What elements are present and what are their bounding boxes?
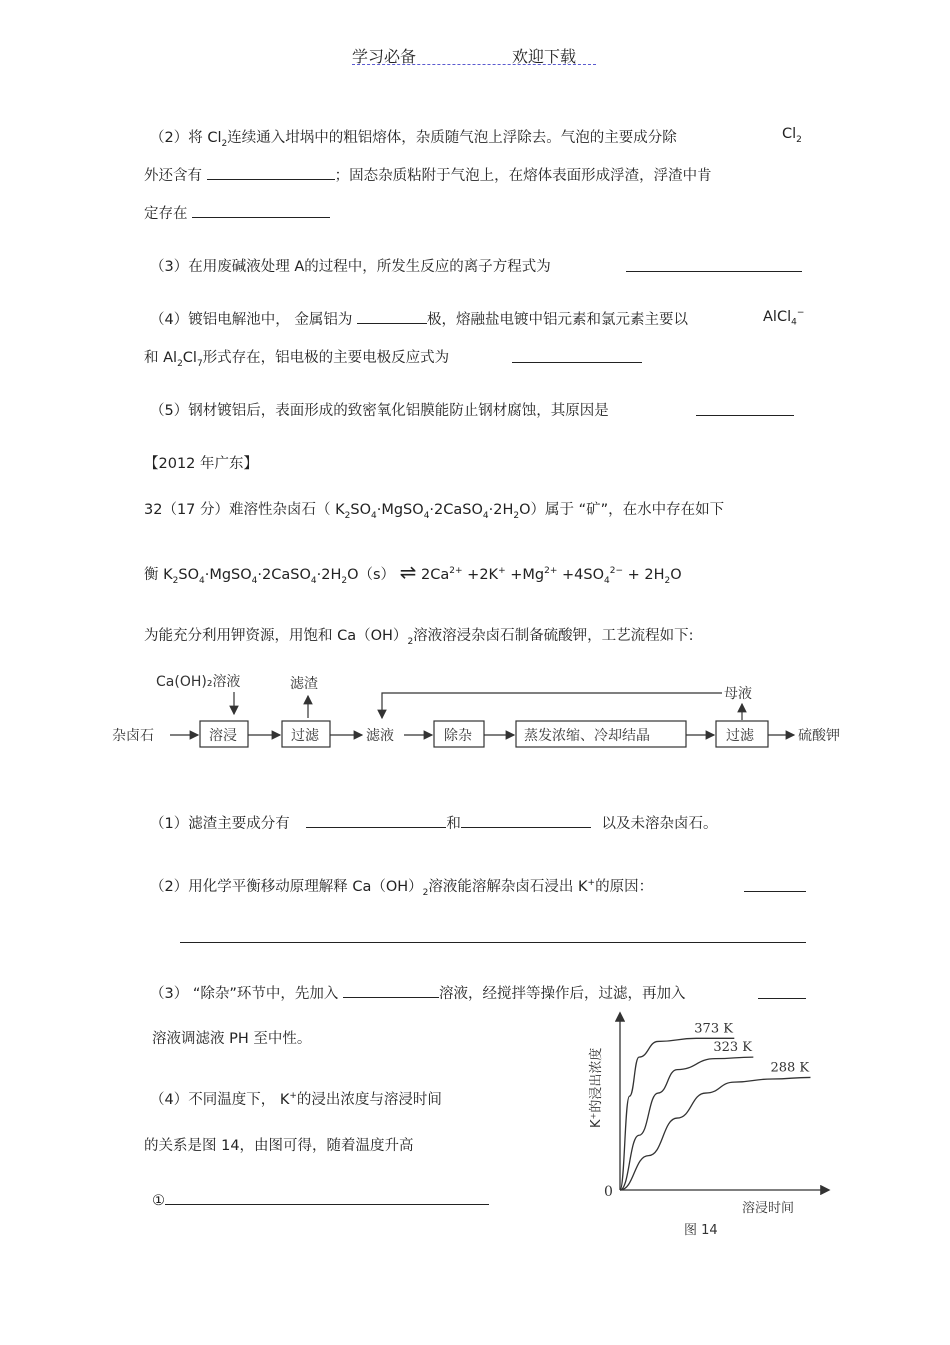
q4-line1: （4）镀铝电解池中， 金属铝为 极，熔融盐电镀中铝元素和氯元素主要以	[150, 308, 688, 329]
leaching-concentration-chart	[580, 1008, 840, 1248]
q4-alcl4: AlCl$_4$−	[763, 308, 805, 328]
header-divider	[352, 64, 596, 65]
answer-blank[interactable]	[165, 1190, 489, 1205]
flow-filter2: 过滤	[726, 728, 754, 744]
q5: （5）钢材镀铝后，表面形成的致密氧化铝膜能防止钢材腐蚀，其原因是	[150, 403, 609, 419]
answer-line[interactable]	[180, 942, 806, 943]
q3: （3）在用废碱液处理 A的过程中，所发生反应的离子方程式为	[150, 259, 551, 275]
flow-filter1: 过滤	[291, 728, 319, 744]
q2-line3: 定存在	[144, 202, 330, 223]
answer-blank[interactable]	[306, 813, 446, 828]
q4-line2: 和 $Al_2Cl_7$形式存在，铝电极的主要电极反应式为	[144, 350, 450, 369]
answer-blank[interactable]	[744, 877, 806, 892]
flow-residue: 滤渣	[290, 676, 318, 692]
header-right: 欢迎下载	[512, 47, 577, 66]
equilibrium-arrow: ⇌	[399, 560, 417, 584]
y-axis-label: K⁺的浸出浓度	[589, 1047, 604, 1128]
series-line-2	[620, 1077, 810, 1190]
q2-line2: 外还含有 ；固态杂质粘附于气泡上，在熔体表面形成浮渣，浮渣中肯	[144, 164, 712, 185]
flow-evap: 蒸发浓缩、冷却结晶	[524, 728, 650, 744]
header-left: 学习必备	[352, 47, 417, 66]
chart-title: 图 14	[684, 1223, 718, 1238]
answer-blank[interactable]	[512, 348, 642, 363]
q2-line1: （2）将 $Cl_2$连续通入坩埚中的粗铝熔体，杂质随气泡上浮除去。气泡的主要成分除	[150, 130, 677, 149]
sub3-line2: 溶液调滤液 PH 至中性。	[152, 1031, 312, 1047]
x-axis-label: 溶浸时间	[742, 1201, 795, 1216]
answer-blank[interactable]	[192, 203, 330, 218]
sub4: （4）不同温度下， K+的浸出浓度与溶浸时间	[150, 1091, 442, 1108]
sub2: （2）用化学平衡移动原理解释 $Ca(OH)_2$溶液能溶解杂卤石浸出 K+的原因：	[150, 878, 654, 898]
flow-purify: 除杂	[444, 728, 472, 744]
flow-raw: 杂卤石	[112, 728, 154, 744]
answer-blank[interactable]	[357, 309, 427, 324]
sub1: （1）滤渣主要成分有 和 以及未溶杂卤石。	[150, 812, 717, 833]
answer-blank[interactable]	[696, 401, 794, 416]
answer-blank[interactable]	[207, 165, 335, 180]
answer-blank[interactable]	[758, 984, 806, 999]
section-title: 【2012 年广东】	[144, 456, 259, 472]
flow-leach: 溶浸	[209, 728, 237, 744]
answer-blank[interactable]	[626, 257, 802, 272]
q2-line1-end: $Cl_2$	[782, 126, 802, 145]
sub3: （3） “除杂”环节中，先加入 溶液，经搅拌等操作后，过滤，再加入	[150, 982, 685, 1003]
q32-intro: 32（17 分）难溶性杂卤石（ $K_2SO_4\cdot MgSO_4\cdot 2CaSO_4\cdot 2H_2O$）属于 “矿”，在水中存在如下	[144, 502, 725, 521]
flow-reagent: Ca(OH)₂溶液	[156, 674, 241, 690]
series-line-1	[620, 1057, 753, 1190]
process-flow-diagram	[112, 668, 872, 766]
recycle-arrow	[382, 693, 722, 718]
q32-process: 为能充分利用钾资源，用饱和 $Ca(OH)_2$溶液溶浸杂卤石制备硫酸钾，工艺流程如下:	[144, 628, 694, 647]
series-label-1: 323 K	[713, 1040, 753, 1056]
answer-blank[interactable]	[343, 983, 439, 998]
sub4-line2: 的关系是图 14，由图可得，随着温度升高	[144, 1138, 414, 1154]
flow-filtrate: 滤液	[366, 728, 394, 744]
flow-product: 硫酸钾	[798, 728, 840, 744]
q32-equation: 衡 $K_2SO_4\cdot MgSO_4\cdot 2CaSO_4\cdot 2H_2O(s)$ ⇌ $2Ca^{2+} +2K^+ +Mg^{2+} +4SO_4^{2-} + 2H_2O$	[144, 560, 682, 586]
flow-mother: 母液	[724, 686, 752, 702]
answer-blank[interactable]	[461, 813, 591, 828]
series-label-0: 373 K	[694, 1021, 733, 1037]
sub4-answer: ①	[152, 1190, 489, 1209]
series-label-2: 288 K	[770, 1060, 810, 1076]
origin-label: 0	[604, 1184, 613, 1200]
